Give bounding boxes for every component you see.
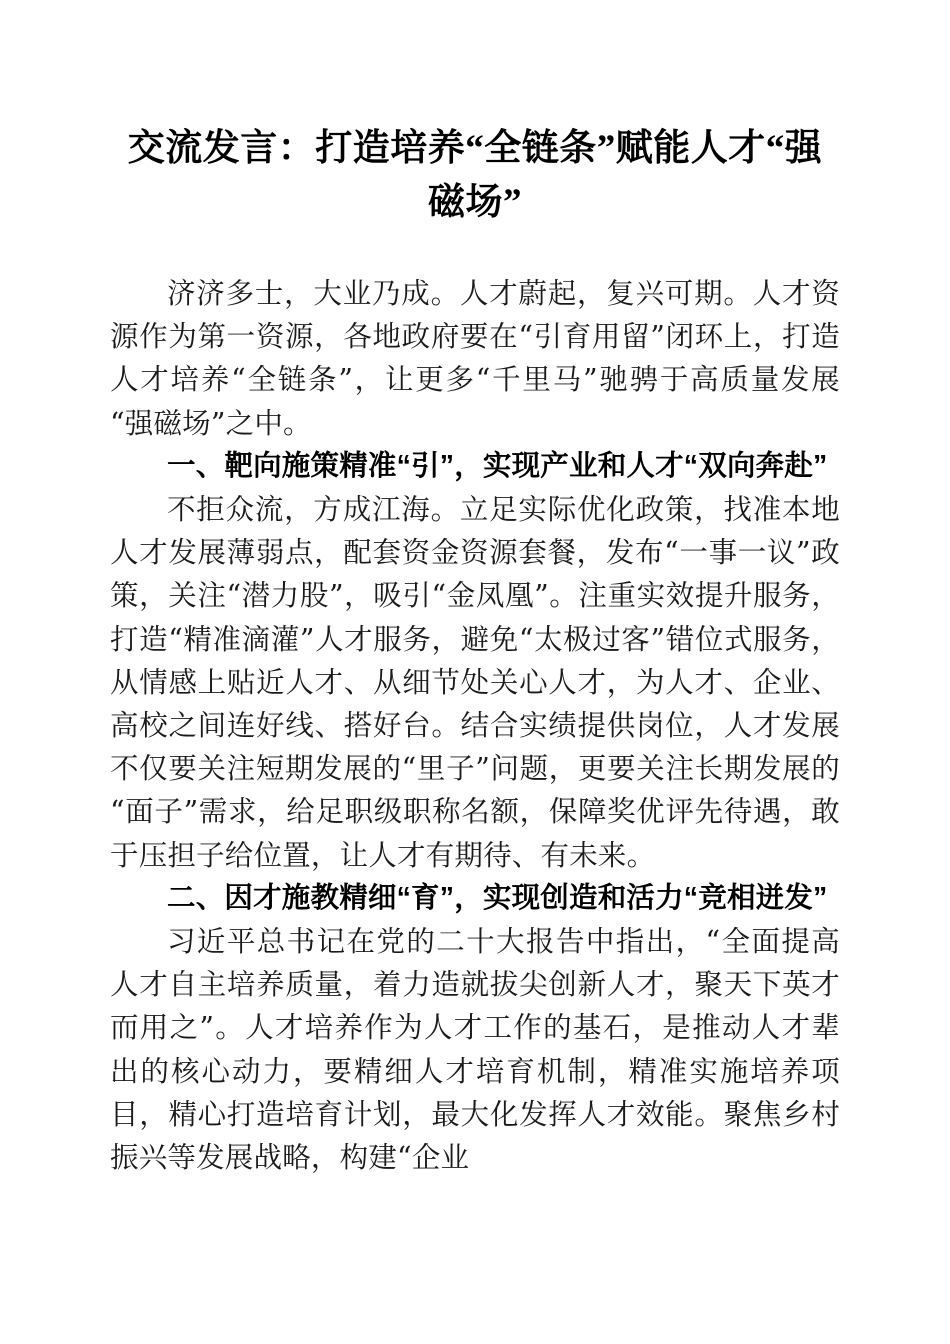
document-body — [110, 272, 840, 1179]
section-heading: 二、因才施教精细“育”，实现创造和活力“竞相迸发” — [167, 881, 828, 914]
body-paragraph: 不拒众流，方成江海。立足实际优化政策，找准本地人才发展薄弱点，配套资金资源套餐，发布“一事一议”政策，关注“潜力股”，吸引“金凤凰”。注重实效提升服务，打造“精准滴灌”人才服务，避免“太极过客”错位式服务，从情感上贴近人才、从细节处关心人才，为人才、企业、高校之间连好线、搭好台。结合实绩提供岗位，人才发展不仅要关注短期发展的“里子”问题，更要关注长期发展的“面子”需求，给足职级职称名额，保障奖优评先待遇，敢于压担子给位置，让人才有期待、有未来。 — [110, 493, 840, 872]
body-paragraph: 习近平总书记在党的二十大报告中指出，“全面提高人才自主培养质量，着力造就拔尖创新人才，聚天下英才而用之”。人才培养作为人才工作的基石，是推动人才辈出的核心动力，要精细人才培育机制，精准实施培养项目，精心打造培育计划，最大化发挥人才效能。聚焦乡村振兴等发展战略，构建“企业 — [110, 925, 840, 1175]
page-title: 交流发言：打造培养“全链条”赋能人才“强磁场” — [127, 128, 823, 223]
body-paragraph: 济济多士，大业乃成。人才蔚起，复兴可期。人才资源作为第一资源，各地政府要在“引育用留”闭环上，打造人才培养“全链条”，让更多“千里马”驰骋于高质量发展“强磁场”之中。 — [110, 277, 840, 440]
section-heading: 一、靶向施策精准“引”，实现产业和人才“双向奔赴” — [167, 449, 828, 482]
